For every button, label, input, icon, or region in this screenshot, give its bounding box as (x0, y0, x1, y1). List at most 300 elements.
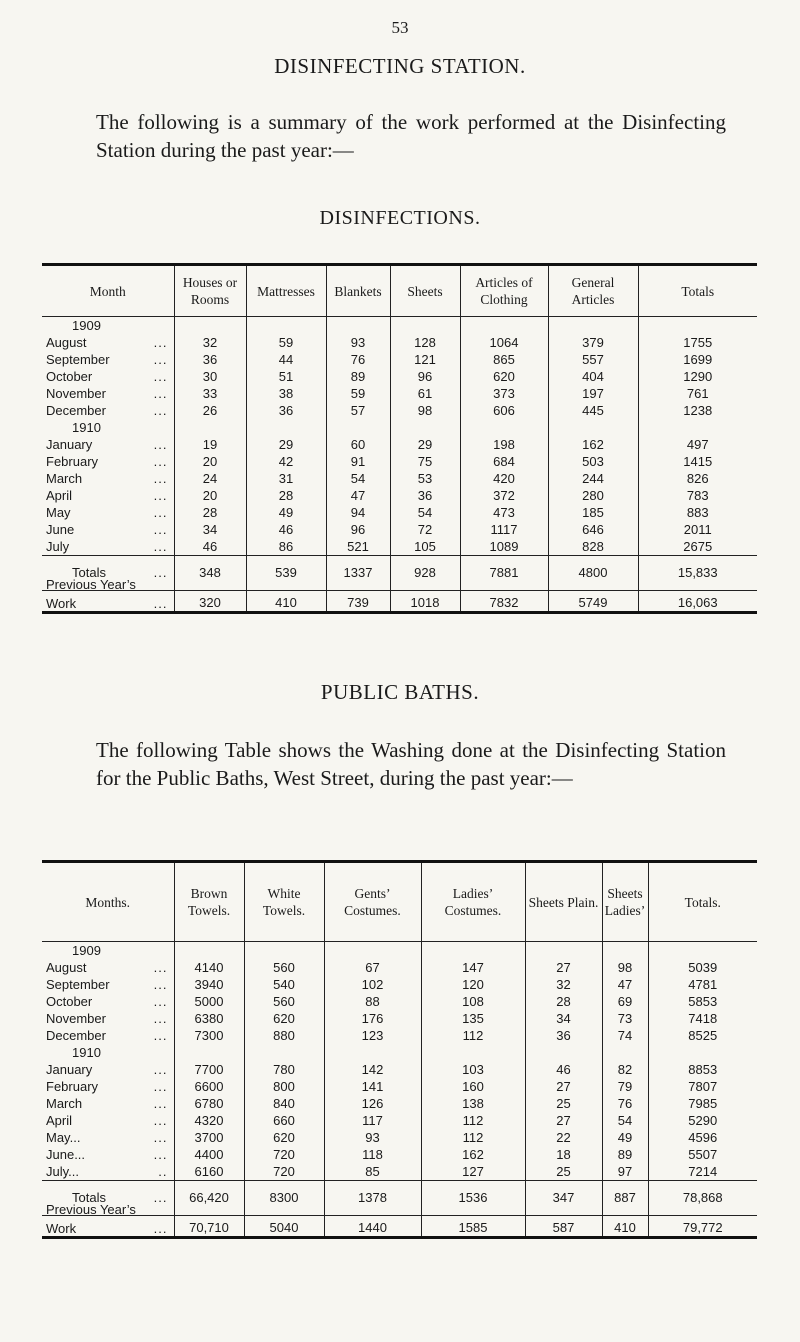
table-row (42, 993, 757, 1010)
table-cell: 5853 (648, 993, 757, 1010)
totals-row (42, 556, 757, 591)
month-label: 1909 (72, 943, 101, 958)
table-cell: 19 (174, 436, 246, 453)
previous-year-cell: 739 (326, 591, 390, 613)
leader-dots: ... (153, 505, 168, 520)
table-cell: 7300 (174, 1027, 244, 1044)
month-label: 1910 (72, 420, 101, 435)
table-cell: 54 (390, 504, 460, 521)
table-cell: 27 (525, 1078, 602, 1095)
previous-year-cell: 1018 (390, 591, 460, 613)
leader-dots: ... (153, 596, 168, 611)
table-cell: 59 (246, 334, 326, 351)
previous-year-row (42, 1216, 757, 1238)
table-cell: 1089 (460, 538, 548, 556)
month-label: April (46, 1113, 73, 1128)
table-cell: 280 (548, 487, 638, 504)
table-cell: 93 (326, 334, 390, 351)
table-cell: 2675 (638, 538, 757, 556)
leader-dots: ... (153, 335, 168, 350)
table-row (42, 1010, 757, 1027)
table-cell: 3700 (174, 1129, 244, 1146)
table-cell (638, 317, 757, 335)
table-cell: 1117 (460, 521, 548, 538)
table-cell: 2011 (638, 521, 757, 538)
table-cell: 98 (390, 402, 460, 419)
row-label (42, 317, 174, 335)
table-cell: 20 (174, 453, 246, 470)
table-cell: 25 (525, 1095, 602, 1112)
totals-cell: 8300 (244, 1181, 324, 1216)
page-number: 53 (391, 18, 409, 37)
table-cell: 138 (421, 1095, 525, 1112)
table-cell: 6160 (174, 1163, 244, 1181)
table-cell (174, 1044, 244, 1061)
leader-dots: ... (153, 539, 168, 554)
row-label (42, 419, 174, 436)
month-label: September (46, 352, 110, 367)
table-cell: 620 (460, 368, 548, 385)
table-cell: 54 (602, 1112, 648, 1129)
totals-cell: 539 (246, 556, 326, 591)
column-header: Mattresses (246, 265, 326, 317)
row-label (42, 942, 174, 960)
table-cell: 1755 (638, 334, 757, 351)
table-row (42, 351, 757, 368)
table-row (42, 334, 757, 351)
table-cell: 74 (602, 1027, 648, 1044)
table-cell: 420 (460, 470, 548, 487)
table-cell (602, 1044, 648, 1061)
table-cell (602, 942, 648, 960)
table-cell: 25 (525, 1163, 602, 1181)
table-cell: 31 (246, 470, 326, 487)
leader-dots: ... (153, 565, 168, 580)
table-cell: 521 (326, 538, 390, 556)
row-label (42, 504, 174, 521)
section-title-disinfecting-station: DISINFECTING STATION. (274, 54, 526, 78)
table-cell: 75 (390, 453, 460, 470)
column-header: Ladies’ Costumes. (421, 862, 525, 942)
totals-cell: 1378 (324, 1181, 421, 1216)
table-cell: 826 (638, 470, 757, 487)
table-cell: 42 (246, 453, 326, 470)
table-cell: 29 (390, 436, 460, 453)
column-header: Blankets (326, 265, 390, 317)
month-label: November (46, 1011, 106, 1026)
table-row (42, 538, 757, 556)
row-label (42, 1129, 174, 1146)
previous-year-cell: 410 (602, 1216, 648, 1238)
row-label (42, 1078, 174, 1095)
table-row (42, 487, 757, 504)
leader-dots: ... (153, 1221, 168, 1236)
table-cell: 24 (174, 470, 246, 487)
table-cell: 646 (548, 521, 638, 538)
leader-dots: ... (153, 352, 168, 367)
previous-year-cell: 5749 (548, 591, 638, 613)
leader-dots: ... (153, 522, 168, 537)
table-cell: 34 (525, 1010, 602, 1027)
table-cell: 51 (246, 368, 326, 385)
leader-dots: ... (153, 488, 168, 503)
leader-dots: ... (153, 1011, 168, 1026)
table-cell (244, 1044, 324, 1061)
table-cell: 123 (324, 1027, 421, 1044)
previous-year-cell: 70,710 (174, 1216, 244, 1238)
leader-dots: ... (153, 403, 168, 418)
table-cell (638, 419, 757, 436)
previous-year-label-line1: Previous Year’s (46, 577, 136, 592)
month-label: September (46, 977, 110, 992)
table-cell: 44 (246, 351, 326, 368)
row-label (42, 1112, 174, 1129)
table-cell: 33 (174, 385, 246, 402)
table-cell: 112 (421, 1027, 525, 1044)
table-cell: 82 (602, 1061, 648, 1078)
table-cell: 85 (324, 1163, 421, 1181)
table-cell: 102 (324, 976, 421, 993)
column-header: Sheets Ladies’ (602, 862, 648, 942)
table-cell: 883 (638, 504, 757, 521)
table-cell: 503 (548, 453, 638, 470)
previous-year-label (42, 577, 174, 613)
table-cell: 198 (460, 436, 548, 453)
table-row (42, 1027, 757, 1044)
month-label: October (46, 369, 93, 384)
table-cell: 8853 (648, 1061, 757, 1078)
month-label: March (46, 1096, 83, 1111)
table-cell: 7418 (648, 1010, 757, 1027)
previous-year-cell: 16,063 (638, 591, 757, 613)
leader-dots: ... (153, 1096, 168, 1111)
table-cell (460, 419, 548, 436)
table-cell: 93 (324, 1129, 421, 1146)
table-cell: 91 (326, 453, 390, 470)
year-row (42, 942, 757, 960)
table-cell: 660 (244, 1112, 324, 1129)
leader-dots: ... (153, 960, 168, 975)
column-header: Articles of Clothing (460, 265, 548, 317)
row-label (42, 1146, 174, 1163)
table-cell (548, 317, 638, 335)
table-cell: 176 (324, 1010, 421, 1027)
month-label: August (46, 335, 87, 350)
table-cell: 1290 (638, 368, 757, 385)
row-label (42, 351, 174, 368)
leader-dots: ... (153, 977, 168, 992)
previous-year-cell: 587 (525, 1216, 602, 1238)
table-cell: 96 (390, 368, 460, 385)
table-cell (525, 942, 602, 960)
leader-dots: ... (153, 1130, 168, 1145)
month-label: July... (46, 1164, 79, 1179)
table-cell: 5290 (648, 1112, 757, 1129)
table-cell: 8525 (648, 1027, 757, 1044)
table-cell: 6600 (174, 1078, 244, 1095)
table-cell: 69 (602, 993, 648, 1010)
table-cell (246, 317, 326, 335)
month-label: December (46, 1028, 106, 1043)
table-cell: 540 (244, 976, 324, 993)
leader-dots: ... (153, 386, 168, 401)
table-cell: 720 (244, 1146, 324, 1163)
previous-year-cell: 79,772 (648, 1216, 757, 1238)
table-cell: 86 (246, 538, 326, 556)
column-header: Gents’ Costumes. (324, 862, 421, 942)
row-label (42, 538, 174, 556)
row-label (42, 976, 174, 993)
month-label: November (46, 386, 106, 401)
table-cell: 473 (460, 504, 548, 521)
table-cell: 372 (460, 487, 548, 504)
row-label (42, 453, 174, 470)
previous-year-row (42, 591, 757, 613)
table-cell: 28 (174, 504, 246, 521)
table-cell: 1064 (460, 334, 548, 351)
table-cell: 5000 (174, 993, 244, 1010)
table-cell: 54 (326, 470, 390, 487)
table-cell: 684 (460, 453, 548, 470)
table-cell (324, 942, 421, 960)
table-cell (174, 317, 246, 335)
month-label: June (46, 522, 75, 537)
table-cell: 61 (390, 385, 460, 402)
table-cell: 197 (548, 385, 638, 402)
table-row (42, 1129, 757, 1146)
table-cell: 29 (246, 436, 326, 453)
totals-label-text: Totals (72, 565, 106, 580)
table-cell: 36 (390, 487, 460, 504)
table-row (42, 1061, 757, 1078)
column-header: Month (89, 283, 126, 299)
leader-dots: ... (153, 471, 168, 486)
table-cell: 112 (421, 1129, 525, 1146)
table-cell: 445 (548, 402, 638, 419)
table-row (42, 385, 757, 402)
table-cell: 780 (244, 1061, 324, 1078)
month-label: 1910 (72, 1045, 101, 1060)
table-cell: 121 (390, 351, 460, 368)
table-cell: 27 (525, 1112, 602, 1129)
table-cell: 557 (548, 351, 638, 368)
table-cell (390, 419, 460, 436)
table-cell: 4320 (174, 1112, 244, 1129)
table-row (42, 1112, 757, 1129)
table-cell: 6380 (174, 1010, 244, 1027)
table-cell: 880 (244, 1027, 324, 1044)
previous-year-label-line2: Work (46, 596, 77, 611)
row-label (42, 521, 174, 538)
table-cell: 162 (548, 436, 638, 453)
table-cell: 72 (390, 521, 460, 538)
table-cell: 4400 (174, 1146, 244, 1163)
table-cell: 560 (244, 959, 324, 976)
table-cell: 4781 (648, 976, 757, 993)
month-label: December (46, 403, 106, 418)
leader-dots: ... (153, 369, 168, 384)
row-label (42, 959, 174, 976)
table-cell: 105 (390, 538, 460, 556)
row-label (42, 993, 174, 1010)
table-cell: 117 (324, 1112, 421, 1129)
table-cell: 404 (548, 368, 638, 385)
month-label: February (46, 1079, 99, 1094)
table-cell (460, 317, 548, 335)
table-cell: 120 (421, 976, 525, 993)
table-cell: 30 (174, 368, 246, 385)
table-cell: 49 (246, 504, 326, 521)
table-cell: 128 (390, 334, 460, 351)
table-cell: 828 (548, 538, 638, 556)
month-label: January (46, 437, 93, 452)
table-cell: 800 (244, 1078, 324, 1095)
table-cell: 6780 (174, 1095, 244, 1112)
table-cell: 7700 (174, 1061, 244, 1078)
table-cell: 22 (525, 1129, 602, 1146)
row-label (42, 385, 174, 402)
totals-cell: 928 (390, 556, 460, 591)
previous-year-cell: 5040 (244, 1216, 324, 1238)
row-label (42, 368, 174, 385)
table-cell (174, 942, 244, 960)
month-label: June... (46, 1147, 86, 1162)
totals-label-text: Totals (72, 1190, 106, 1205)
table-row (42, 436, 757, 453)
table-cell: 112 (421, 1112, 525, 1129)
row-label (42, 1027, 174, 1044)
leader-dots: .. (158, 1164, 168, 1179)
table-cell: 147 (421, 959, 525, 976)
table-cell: 373 (460, 385, 548, 402)
month-label: January (46, 1062, 93, 1077)
totals-row (42, 1181, 757, 1216)
previous-year-cell: 7832 (460, 591, 548, 613)
month-label: October (46, 994, 93, 1009)
table-cell: 135 (421, 1010, 525, 1027)
table-cell: 79 (602, 1078, 648, 1095)
previous-year-cell: 1440 (324, 1216, 421, 1238)
leader-dots: ... (153, 1062, 168, 1077)
previous-year-cell: 410 (246, 591, 326, 613)
previous-year-label (42, 1202, 174, 1238)
table-cell: 379 (548, 334, 638, 351)
leader-dots: ... (153, 1147, 168, 1162)
table-cell: 46 (246, 521, 326, 538)
table-cell: 244 (548, 470, 638, 487)
month-label: August (46, 960, 87, 975)
table-cell: 7214 (648, 1163, 757, 1181)
table-cell: 7985 (648, 1095, 757, 1112)
table-cell: 185 (548, 504, 638, 521)
month-label: April (46, 488, 73, 503)
table-cell: 67 (324, 959, 421, 976)
row-label (42, 1163, 174, 1181)
table-cell: 46 (174, 538, 246, 556)
table-cell (246, 419, 326, 436)
table-row (42, 1163, 757, 1181)
table-cell: 840 (244, 1095, 324, 1112)
table-cell (525, 1044, 602, 1061)
table-row (42, 470, 757, 487)
leader-dots: ... (153, 1028, 168, 1043)
previous-year-label-line2: Work (46, 1221, 77, 1236)
section-title-public-baths: PUBLIC BATHS. (320, 680, 480, 704)
table-row (42, 976, 757, 993)
table-cell (326, 317, 390, 335)
leader-dots: ... (153, 454, 168, 469)
table-cell: 127 (421, 1163, 525, 1181)
table-cell: 160 (421, 1078, 525, 1095)
totals-cell: 348 (174, 556, 246, 591)
table-cell: 18 (525, 1146, 602, 1163)
table-cell: 162 (421, 1146, 525, 1163)
table-row (42, 521, 757, 538)
table-cell: 97 (602, 1163, 648, 1181)
table-cell: 1699 (638, 351, 757, 368)
table-cell: 141 (324, 1078, 421, 1095)
table-cell: 57 (326, 402, 390, 419)
table-cell: 47 (602, 976, 648, 993)
month-label: July (46, 539, 70, 554)
table-cell (326, 419, 390, 436)
leader-dots: ... (153, 1190, 168, 1205)
month-label: March (46, 471, 83, 486)
table-cell: 560 (244, 993, 324, 1010)
leader-dots: ... (153, 437, 168, 452)
table-cell: 3940 (174, 976, 244, 993)
table-cell: 108 (421, 993, 525, 1010)
totals-cell: 7881 (460, 556, 548, 591)
table-row (42, 453, 757, 470)
table-cell: 88 (324, 993, 421, 1010)
table-cell: 59 (326, 385, 390, 402)
table-cell (324, 1044, 421, 1061)
column-header: White Towels. (244, 862, 324, 942)
column-header: Totals. (648, 862, 757, 942)
column-header: Houses or Rooms (174, 265, 246, 317)
month-label: 1909 (72, 318, 101, 333)
table-cell: 32 (174, 334, 246, 351)
leader-dots: ... (153, 994, 168, 1009)
column-header: Months. (85, 894, 131, 910)
table-cell: 1238 (638, 402, 757, 419)
table-cell: 27 (525, 959, 602, 976)
table-row (42, 368, 757, 385)
table-cell (648, 942, 757, 960)
table-cell: 32 (525, 976, 602, 993)
intro-paragraph-disinfecting: The following is a summary of the work performed at the Disinfecting Station during the past year:— (96, 110, 726, 162)
table-row (42, 1078, 757, 1095)
table-cell: 36 (525, 1027, 602, 1044)
table-cell: 783 (638, 487, 757, 504)
totals-cell: 78,868 (648, 1181, 757, 1216)
table-cell: 4596 (648, 1129, 757, 1146)
table-cell: 36 (246, 402, 326, 419)
year-row (42, 317, 757, 335)
table-cell: 28 (525, 993, 602, 1010)
table-cell: 126 (324, 1095, 421, 1112)
previous-year-cell: 1585 (421, 1216, 525, 1238)
month-label: May (46, 505, 71, 520)
table-cell: 497 (638, 436, 757, 453)
table-cell: 606 (460, 402, 548, 419)
table-cell: 38 (246, 385, 326, 402)
row-label (42, 1095, 174, 1112)
disinfections-table (42, 263, 757, 614)
row-label (42, 402, 174, 419)
table-cell: 47 (326, 487, 390, 504)
